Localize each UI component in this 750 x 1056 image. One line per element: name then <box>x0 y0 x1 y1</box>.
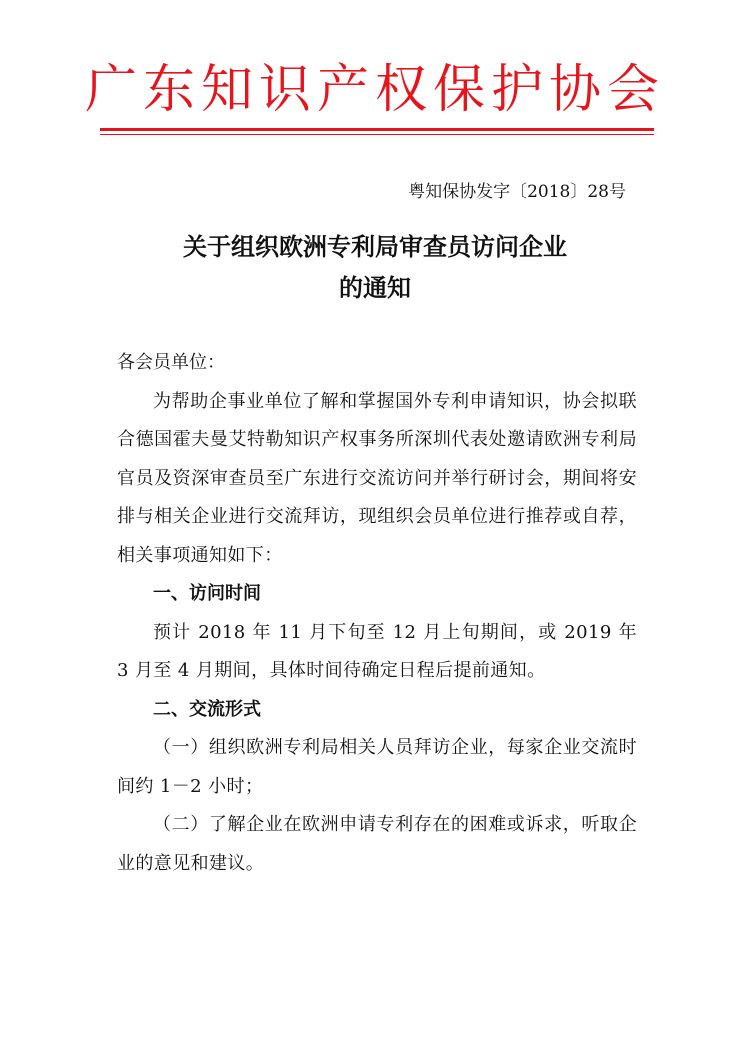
section1-heading: 一、访问时间 <box>153 583 261 604</box>
document-title-line1: 关于组织欧洲专利局审查员访问企业 <box>183 232 567 261</box>
section2-item2: （二）了解企业在欧洲申请专利存在的困难或诉求，听取企业的意见和建议。 <box>117 814 637 874</box>
organization-header-title: 广东知识产权保护协会 <box>84 60 665 120</box>
section2-item1: （一）组织欧洲专利局相关人员拜访企业，每家企业交流时间约 1－2 小时； <box>117 737 637 797</box>
section1-paragraph: 预计 2018 年 11 月下旬至 12 月上旬期间，或 2019 年 3 月至 4 月期间，具体时间待确定日程后提前通知。 <box>117 621 637 681</box>
document-title <box>60 226 690 308</box>
document-title-line2: 的通知 <box>339 273 411 302</box>
salutation: 各会员单位： <box>117 352 225 373</box>
document-number: 粤知保协发字〔2018〕28号 <box>408 182 626 202</box>
document-body <box>117 344 637 883</box>
section2-heading: 二、交流形式 <box>153 698 261 720</box>
header-rule-thick <box>100 128 654 131</box>
header-rule-thin <box>100 134 654 135</box>
intro-paragraph: 为帮助企事业单位了解和掌握国外专利申请知识，协会拟联合德国霍夫曼艾特勒知识产权事务所深圳代表处邀请欧洲专利局官员及资深审查员至广东进行交流访问并举行研讨会，期间将安排与相关企业进行交流拜访，现组织会员单位进行推荐或自荐，相关事项通知如下： <box>117 390 637 566</box>
